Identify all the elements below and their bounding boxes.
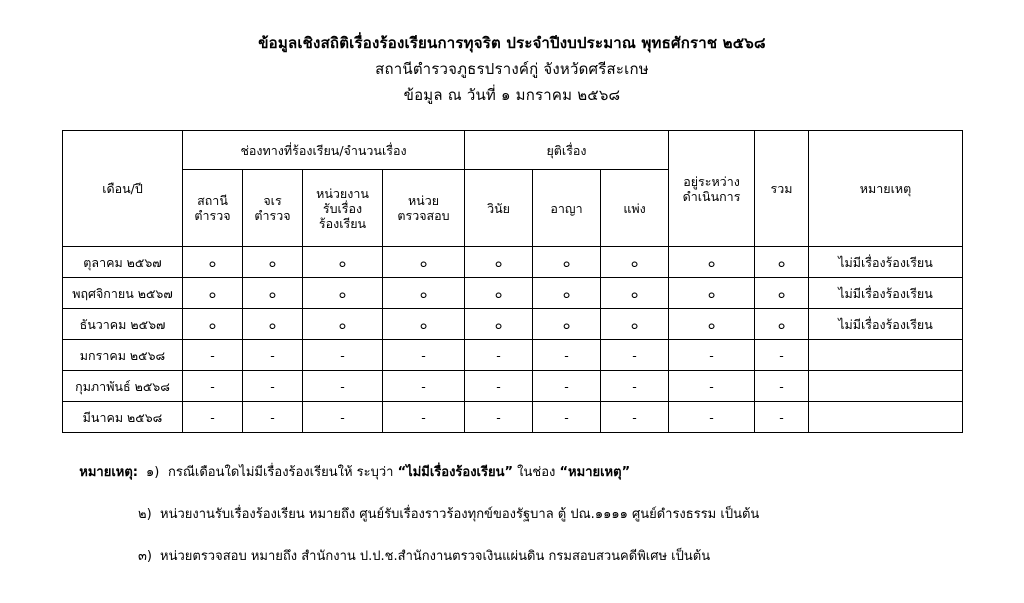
header-closed-discipline: วินัย <box>465 170 533 247</box>
table-row <box>63 402 963 433</box>
cell-discipline: - <box>465 402 533 433</box>
row-month: มีนาคม ๒๕๖๘ <box>63 402 183 433</box>
cell-criminal: ๐ <box>533 309 601 340</box>
note-number: ๒) <box>138 507 152 522</box>
cell-discipline: - <box>465 340 533 371</box>
cell-police-station: ๐ <box>183 278 243 309</box>
note-text-pre: กรณีเดือนใดไม่มีเรื่องร้องเรียนให้ ระบุว่า <box>168 465 398 480</box>
cell-in-progress: ๐ <box>669 278 755 309</box>
title-line-3: ข้อมูล ณ วันที่ ๑ มกราคม ๒๕๖๘ <box>403 86 621 104</box>
cell-agency: ๐ <box>303 309 383 340</box>
header-channel-audit <box>383 170 465 247</box>
statistics-table <box>62 130 963 433</box>
row-month: พฤศจิกายน ๒๕๖๗ <box>63 278 183 309</box>
cell-police-station: ๐ <box>183 247 243 278</box>
note-number: ๑) <box>146 465 160 480</box>
cell-remark: ไม่มีเรื่องร้องเรียน <box>809 309 963 340</box>
table-row <box>63 278 963 309</box>
note-text: หน่วยงานรับเรื่องร้องเรียน หมายถึง ศูนย์รับเรื่องราวร้องทุกข์ของรัฐบาล ตู้ ปณ.๑๑๑๑ ศูนย์ดำรงธรรม เป็นต้น <box>160 507 760 522</box>
note-indent <box>72 547 138 567</box>
cell-audit: - <box>383 340 465 371</box>
table-body <box>63 247 963 433</box>
cell-criminal: ๐ <box>533 278 601 309</box>
cell-inspector: ๐ <box>243 278 303 309</box>
cell-in-progress: - <box>669 402 755 433</box>
cell-inspector: - <box>243 371 303 402</box>
table-row <box>63 309 963 340</box>
note-item <box>72 505 1024 525</box>
cell-remark <box>809 371 963 402</box>
header-channel-inspector <box>243 170 303 247</box>
cell-criminal: - <box>533 340 601 371</box>
note-text: หน่วยตรวจสอบ หมายถึง สำนักงาน ป.ป.ช.สำนักงานตรวจเงินแผ่นดิน กรมสอบสวนคดีพิเศษ เป็นต้น <box>160 549 711 564</box>
header-in-progress-line2: ดำเนินการ <box>682 188 741 204</box>
cell-civil: - <box>601 340 669 371</box>
header-in-progress <box>669 131 755 247</box>
cell-inspector: - <box>243 402 303 433</box>
notes-section <box>0 463 1024 567</box>
header-channel-police-station-l1: สถานี <box>197 193 228 208</box>
cell-total: - <box>755 340 809 371</box>
cell-audit: ๐ <box>383 278 465 309</box>
header-in-progress-line1: อยู่ระหว่าง <box>683 173 740 189</box>
title-line-2: สถานีตำรวจภูธรปรางค์กู่ จังหวัดศรีสะเกษ <box>375 60 649 78</box>
header-group-closed: ยุติเรื่อง <box>465 131 669 170</box>
cell-criminal: - <box>533 402 601 433</box>
cell-audit: ๐ <box>383 309 465 340</box>
cell-total: - <box>755 402 809 433</box>
note-text-bold-1: “ไม่มีเรื่องร้องเรียน” <box>397 465 514 480</box>
cell-total: ๐ <box>755 278 809 309</box>
header-channel-audit-l1: หน่วย <box>407 193 440 208</box>
note-number: ๓) <box>138 549 152 564</box>
cell-in-progress: ๐ <box>669 309 755 340</box>
header-month: เดือน/ปี <box>63 131 183 247</box>
cell-in-progress: ๐ <box>669 247 755 278</box>
note-item <box>72 463 1024 483</box>
header-remark: หมายเหตุ <box>809 131 963 247</box>
cell-police-station: - <box>183 371 243 402</box>
cell-discipline: ๐ <box>465 309 533 340</box>
notes-label: หมายเหตุ: <box>79 465 138 480</box>
cell-in-progress: - <box>669 371 755 402</box>
cell-discipline: - <box>465 371 533 402</box>
cell-agency: - <box>303 340 383 371</box>
row-month: ธันวาคม ๒๕๖๗ <box>63 309 183 340</box>
header-channel-inspector-l2: ตำรวจ <box>254 208 291 223</box>
cell-discipline: ๐ <box>465 278 533 309</box>
cell-in-progress: - <box>669 340 755 371</box>
note-item <box>72 547 1024 567</box>
row-month: มกราคม ๒๕๖๘ <box>63 340 183 371</box>
cell-agency: ๐ <box>303 247 383 278</box>
header-closed-criminal: อาญา <box>533 170 601 247</box>
note-text <box>168 463 630 483</box>
header-channel-agency <box>303 170 383 247</box>
row-month: ตุลาคม ๒๕๖๗ <box>63 247 183 278</box>
cell-civil: - <box>601 371 669 402</box>
cell-civil: ๐ <box>601 247 669 278</box>
cell-remark <box>809 402 963 433</box>
cell-remark: ไม่มีเรื่องร้องเรียน <box>809 247 963 278</box>
note-text-bold-2: “หมายเหตุ” <box>559 465 631 480</box>
cell-discipline: ๐ <box>465 247 533 278</box>
table-row <box>63 340 963 371</box>
title-line-1: ข้อมูลเชิงสถิติเรื่องร้องเรียนการทุจริต ประจำปีงบประมาณ พุทธศักราช ๒๕๖๘ <box>258 34 766 52</box>
note-indent <box>72 505 138 525</box>
row-month: กุมภาพันธ์ ๒๕๖๘ <box>63 371 183 402</box>
cell-remark <box>809 340 963 371</box>
cell-total: ๐ <box>755 247 809 278</box>
header-channel-audit-l2: ตรวจสอบ <box>397 208 450 223</box>
header-channel-agency-l2: รับเรื่อง <box>322 200 363 216</box>
header-channel-police-station-l2: ตำรวจ <box>194 208 231 223</box>
header-channel-inspector-l1: จเร <box>263 193 282 208</box>
cell-inspector: - <box>243 340 303 371</box>
cell-agency: - <box>303 371 383 402</box>
cell-agency: - <box>303 402 383 433</box>
document-titles <box>0 0 1024 108</box>
table-header-row-group <box>63 131 963 170</box>
cell-police-station: - <box>183 340 243 371</box>
cell-audit: - <box>383 402 465 433</box>
cell-inspector: ๐ <box>243 247 303 278</box>
cell-civil: - <box>601 402 669 433</box>
cell-inspector: ๐ <box>243 309 303 340</box>
cell-criminal: - <box>533 371 601 402</box>
cell-audit: - <box>383 371 465 402</box>
cell-criminal: ๐ <box>533 247 601 278</box>
header-closed-civil: แพ่ง <box>601 170 669 247</box>
cell-remark: ไม่มีเรื่องร้องเรียน <box>809 278 963 309</box>
header-group-channels: ช่องทางที่ร้องเรียน/จำนวนเรื่อง <box>183 131 465 170</box>
cell-civil: ๐ <box>601 309 669 340</box>
cell-police-station: - <box>183 402 243 433</box>
cell-police-station: ๐ <box>183 309 243 340</box>
table-row <box>63 247 963 278</box>
header-channel-police-station <box>183 170 243 247</box>
header-channel-agency-l1: หน่วยงาน <box>316 185 369 201</box>
cell-total: ๐ <box>755 309 809 340</box>
cell-audit: ๐ <box>383 247 465 278</box>
cell-civil: ๐ <box>601 278 669 309</box>
header-total: รวม <box>755 131 809 247</box>
table-row <box>63 371 963 402</box>
header-channel-agency-l3: ร้องเรียน <box>318 215 367 231</box>
note-text-mid: ในช่อง <box>513 465 560 480</box>
cell-agency: ๐ <box>303 278 383 309</box>
cell-total: - <box>755 371 809 402</box>
